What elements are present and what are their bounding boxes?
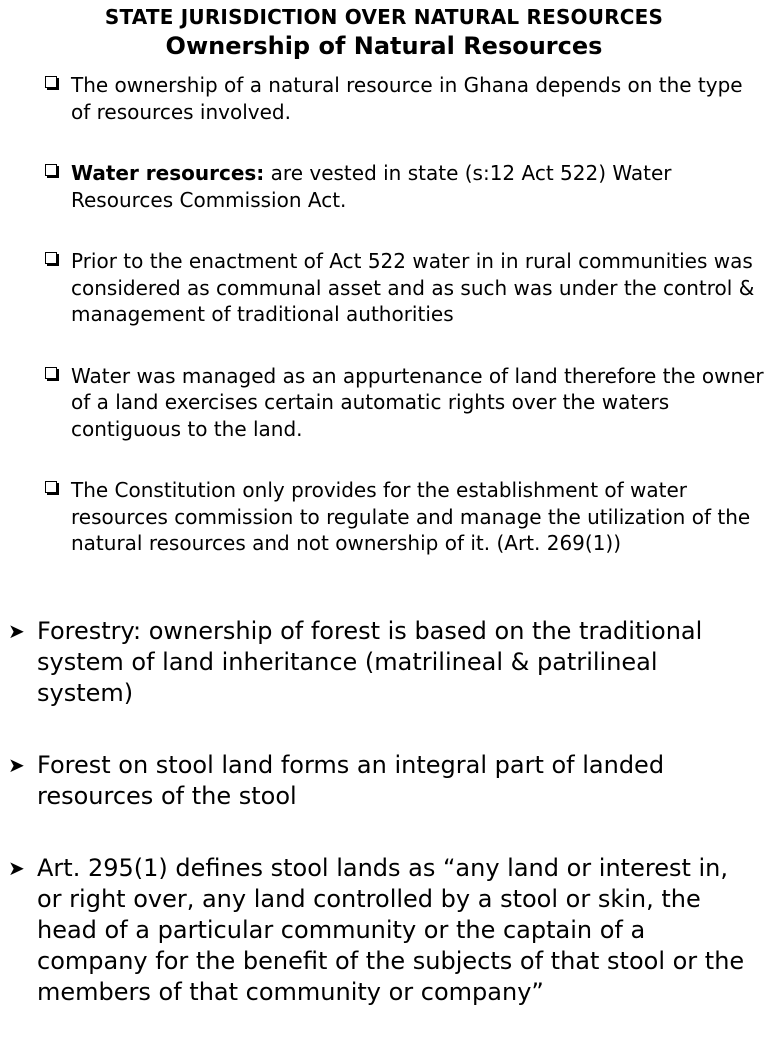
list-item (8, 616, 760, 709)
hollow-square-bullet-icon (45, 481, 57, 493)
hollow-square-bullet-icon (45, 76, 57, 88)
square-bullet-list (44, 72, 764, 576)
arrowhead-bullet-icon: ➤ (8, 856, 25, 880)
header (0, 4, 768, 62)
list-item-text: The ownership of a natural resource in Ghana depends on the type of resources involved. (71, 73, 743, 124)
list-item (8, 853, 760, 1008)
list-item (44, 363, 764, 443)
list-item (44, 477, 764, 557)
list-item-text: Art. 295(1) defines stool lands as “any land or interest in, or right over, any land controlled by a stool or skin, the head of a particular community or the captain of a company for the benefit of the subjects of that stool or the members of that community or company” (37, 854, 745, 1006)
list-item-text: Water was managed as an appurtenance of land therefore the owner of a land exercises certain automatic rights over the waters contiguous to the land. (71, 363, 764, 441)
list-item-bold-lead: Water resources: (71, 161, 265, 185)
arrowhead-bullet-icon: ➤ (8, 619, 25, 643)
hollow-square-bullet-icon (45, 164, 57, 176)
list-item (44, 248, 764, 328)
arrow-bullet-list (8, 616, 760, 1049)
list-item (8, 750, 760, 812)
page-title: STATE JURISDICTION OVER NATURAL RESOURCES (104, 5, 664, 29)
arrowhead-bullet-icon: ➤ (8, 753, 25, 777)
hollow-square-bullet-icon (45, 252, 57, 264)
list-item-text: Forest on stool land forms an integral part of landed resources of the stool (37, 751, 665, 810)
list-item (44, 160, 764, 213)
list-item-text: Prior to the enactment of Act 522 water in in rural communities was considered as communal asset and as such was under the control & management of traditional authorities (71, 249, 755, 326)
list-item-text: Forestry: ownership of forest is based on the traditional system of land inheritance (matrilineal & patrilineal system) (37, 617, 703, 707)
list-item-text: The Constitution only provides for the establishment of water resources commission to regulate and manage the utilization of the natural resources and not ownership of it. (Art. 269(1)) (71, 478, 751, 555)
hollow-square-bullet-icon (45, 367, 57, 379)
page-subtitle: Ownership of Natural Resources (165, 32, 603, 60)
list-item (44, 72, 764, 125)
list-item-text: are vested in state (s:12 Act 522) Water Resources Commission Act. (71, 161, 672, 212)
